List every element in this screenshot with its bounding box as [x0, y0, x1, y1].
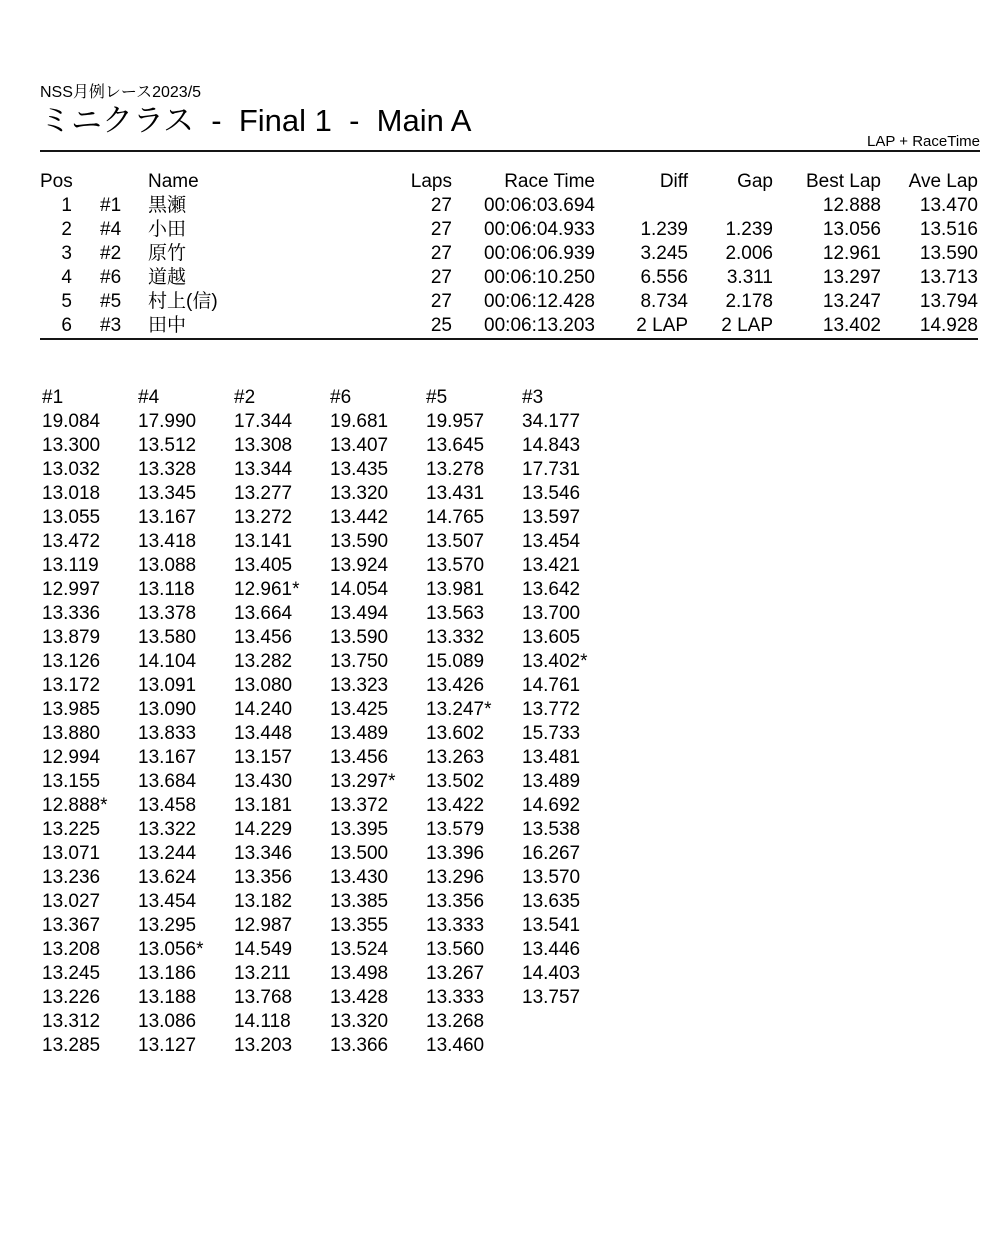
lap-times-row: [42, 650, 618, 674]
lap-times-row: [42, 914, 618, 938]
lap-times-row: [42, 746, 618, 770]
table-cell: 13.346: [234, 843, 293, 864]
lap-times-row: [42, 818, 618, 842]
lap-times-row: [42, 770, 618, 794]
table-cell: 13.355: [330, 915, 389, 936]
table-cell: 13.590: [330, 627, 389, 648]
table-cell: 13.426: [426, 675, 485, 696]
table-cell: 13.378: [138, 603, 197, 624]
table-cell: 14.549: [234, 939, 293, 960]
table-cell: 13.563: [426, 603, 485, 624]
table-cell: #1: [100, 195, 122, 216]
table-cell: 13.167: [138, 507, 197, 528]
table-cell: 27: [430, 267, 452, 288]
table-cell: 13.546: [522, 483, 581, 504]
table-cell: 13.119: [42, 555, 99, 576]
event-name: NSS月例レース2023/5: [40, 84, 202, 101]
results-row: [40, 290, 978, 314]
col-header-laps: Laps: [410, 171, 452, 192]
lap-times-header-row: [42, 386, 618, 410]
table-cell: 13.590: [330, 531, 389, 552]
table-cell: 13.981: [426, 579, 485, 600]
lap-col-header-car2: #2: [234, 387, 256, 408]
table-cell: 13.245: [42, 963, 101, 984]
table-cell: 13.924: [330, 555, 389, 576]
table-cell: 19.957: [426, 411, 485, 432]
table-cell: 2 LAP: [636, 315, 688, 336]
table-cell: 13.186: [138, 963, 197, 984]
table-cell: 原竹: [148, 243, 187, 264]
table-cell: [522, 1034, 618, 1058]
table-cell: 13.425: [330, 699, 389, 720]
table-cell: 13.247*: [426, 699, 492, 720]
table-cell: 13.502: [426, 771, 485, 792]
title-divider: [40, 150, 980, 152]
table-cell: 13.435: [330, 459, 389, 480]
lap-times-row: [42, 698, 618, 722]
table-cell: 14.118: [234, 1011, 291, 1032]
table-cell: 12.888*: [42, 795, 108, 816]
table-cell: 12.997: [42, 579, 101, 600]
lap-times-row: [42, 482, 618, 506]
table-cell: 17.990: [138, 411, 197, 432]
table-cell: 8.734: [640, 291, 688, 312]
lap-times-row: [42, 1010, 618, 1034]
table-cell: 13.605: [522, 627, 581, 648]
table-cell: #6: [100, 267, 122, 288]
lap-times-row: [42, 962, 618, 986]
lap-times-row: [42, 554, 618, 578]
table-cell: 13.345: [138, 483, 197, 504]
table-cell: 13.182: [234, 891, 293, 912]
table-cell: 13.645: [426, 435, 485, 456]
table-cell: 13.032: [42, 459, 101, 480]
table-cell: 13.460: [426, 1035, 485, 1056]
lap-times-row: [42, 506, 618, 530]
table-cell: 27: [430, 291, 452, 312]
table-cell: 13.750: [330, 651, 389, 672]
table-cell: 13.442: [330, 507, 389, 528]
page-title: ミニクラス - Final 1 - Main A: [40, 103, 472, 138]
lap-times-row: [42, 530, 618, 554]
table-cell: 13.421: [522, 555, 581, 576]
table-cell: 13.091: [138, 675, 197, 696]
table-cell: 13.524: [330, 939, 389, 960]
table-cell: 1.239: [725, 219, 773, 240]
table-cell: 13.560: [426, 939, 485, 960]
table-cell: 13.296: [426, 867, 485, 888]
table-cell: 13.494: [330, 603, 389, 624]
table-cell: 黒瀬: [148, 195, 187, 216]
table-cell: 00:06:12.428: [484, 291, 595, 312]
col-header-pos: Pos: [40, 171, 73, 192]
table-cell: 13.642: [522, 579, 581, 600]
table-cell: 13.418: [138, 531, 197, 552]
table-cell: 13.448: [234, 723, 293, 744]
table-cell: 13.320: [330, 483, 389, 504]
table-cell: 13.344: [234, 459, 293, 480]
table-cell: #5: [100, 291, 122, 312]
table-cell: 12.961: [822, 243, 881, 264]
results-header-row: [40, 170, 978, 194]
table-cell: 13.590: [919, 243, 978, 264]
table-cell: 13.332: [426, 627, 485, 648]
table-cell: [595, 194, 688, 218]
table-cell: 13.155: [42, 771, 101, 792]
lap-times-row: [42, 410, 618, 434]
table-cell: 13.507: [426, 531, 485, 552]
lap-times-row: [42, 434, 618, 458]
table-cell: 15.733: [522, 723, 581, 744]
lap-times-row: [42, 986, 618, 1010]
table-cell: 13.157: [234, 747, 293, 768]
table-cell: 13.430: [234, 771, 293, 792]
table-cell: 田中: [148, 315, 187, 336]
table-cell: 13.570: [522, 867, 581, 888]
table-cell: 27: [430, 243, 452, 264]
table-cell: 17.731: [522, 459, 581, 480]
table-cell: 道越: [148, 267, 187, 288]
table-cell: 13.272: [234, 507, 293, 528]
table-cell: 13.297: [822, 267, 881, 288]
col-header-name: Name: [148, 171, 199, 192]
table-cell: 13.597: [522, 507, 581, 528]
table-cell: 12.987: [234, 915, 293, 936]
table-cell: 14.104: [138, 651, 197, 672]
table-cell: 13.312: [42, 1011, 101, 1032]
table-cell: 13.602: [426, 723, 485, 744]
table-cell: 2.178: [725, 291, 773, 312]
table-cell: 1: [61, 195, 72, 216]
table-cell: 13.880: [42, 723, 101, 744]
table-cell: 13.367: [42, 915, 101, 936]
lap-times-row: [42, 602, 618, 626]
table-cell: 1.239: [640, 219, 688, 240]
table-cell: 13.056*: [138, 939, 204, 960]
results-table: [40, 170, 978, 340]
table-cell: 13.225: [42, 819, 101, 840]
table-cell: 13.267: [426, 963, 485, 984]
lap-times-row: [42, 722, 618, 746]
lap-col-header-car4: #4: [138, 387, 160, 408]
table-cell: 13.385: [330, 891, 389, 912]
lap-times-row: [42, 578, 618, 602]
table-cell: 13.833: [138, 723, 197, 744]
table-cell: 13.141: [234, 531, 293, 552]
table-cell: 13.226: [42, 987, 101, 1008]
table-cell: 13.538: [522, 819, 581, 840]
table-cell: 14.054: [330, 579, 389, 600]
table-cell: 13.071: [42, 843, 101, 864]
table-cell: 15.089: [426, 651, 485, 672]
table-cell: 13.700: [522, 603, 581, 624]
report-type-label: LAP + RaceTime: [867, 133, 980, 150]
table-cell: [688, 194, 773, 218]
table-cell: 13.446: [522, 939, 581, 960]
table-cell: 13.489: [522, 771, 581, 792]
table-cell: 2: [61, 219, 72, 240]
table-cell: 13.456: [234, 627, 293, 648]
table-cell: 13.203: [234, 1035, 293, 1056]
lap-times-row: [42, 890, 618, 914]
lap-times-row: [42, 938, 618, 962]
table-cell: 6.556: [640, 267, 688, 288]
table-cell: 13.285: [42, 1035, 101, 1056]
table-cell: 14.761: [522, 675, 581, 696]
table-cell: 13.080: [234, 675, 293, 696]
table-cell: 13.236: [42, 867, 101, 888]
table-cell: 3.245: [640, 243, 688, 264]
table-cell: 13.768: [234, 987, 293, 1008]
table-cell: 13.282: [234, 651, 293, 672]
table-cell: 27: [430, 195, 452, 216]
table-cell: 25: [430, 315, 452, 336]
results-row: [40, 194, 978, 218]
table-cell: 13.126: [42, 651, 101, 672]
results-row: [40, 242, 978, 266]
table-cell: 村上(信): [148, 291, 218, 312]
table-cell: 13.635: [522, 891, 581, 912]
table-cell: 13.328: [138, 459, 197, 480]
lap-col-header-car3: #3: [522, 387, 544, 408]
table-cell: 13.794: [919, 291, 978, 312]
table-cell: 3.311: [726, 267, 773, 288]
table-cell: 17.344: [234, 411, 293, 432]
table-cell: 13.027: [42, 891, 101, 912]
col-header-diff: Diff: [659, 171, 688, 192]
table-cell: #4: [100, 219, 122, 240]
table-cell: 2.006: [725, 243, 773, 264]
table-cell: 00:06:04.933: [484, 219, 595, 240]
table-cell: 3: [61, 243, 72, 264]
table-cell: 13.055: [42, 507, 101, 528]
table-cell: 13.356: [234, 867, 293, 888]
table-cell: 13.336: [42, 603, 101, 624]
table-cell: 4: [61, 267, 72, 288]
table-cell: 14.765: [426, 507, 485, 528]
table-cell: 13.278: [426, 459, 485, 480]
table-cell: 14.692: [522, 795, 581, 816]
table-cell: 16.267: [522, 843, 581, 864]
table-cell: 13.570: [426, 555, 485, 576]
table-cell: 13.422: [426, 795, 485, 816]
table-cell: 13.879: [42, 627, 101, 648]
lap-times-row: [42, 1034, 618, 1058]
table-cell: 13.333: [426, 987, 485, 1008]
lap-times-row: [42, 794, 618, 818]
table-cell: 13.333: [426, 915, 485, 936]
table-cell: 13.208: [42, 939, 101, 960]
table-cell: 27: [430, 219, 452, 240]
table-cell: 13.308: [234, 435, 293, 456]
table-cell: 13.498: [330, 963, 389, 984]
table-cell: 13.211: [234, 963, 291, 984]
table-cell: 13.247: [822, 291, 881, 312]
lap-times-row: [42, 842, 618, 866]
table-cell: 13.188: [138, 987, 197, 1008]
table-cell: 13.664: [234, 603, 293, 624]
results-row: [40, 314, 978, 339]
table-cell: 13.512: [138, 435, 197, 456]
table-cell: 19.681: [330, 411, 389, 432]
table-cell: #2: [100, 243, 122, 264]
table-cell: 13.402: [822, 315, 881, 336]
lap-times-row: [42, 866, 618, 890]
table-cell: 12.961*: [234, 579, 300, 600]
table-cell: 13.167: [138, 747, 197, 768]
table-cell: 6: [61, 315, 72, 336]
table-cell: 13.300: [42, 435, 101, 456]
table-cell: 13.456: [330, 747, 389, 768]
lap-times-row: [42, 674, 618, 698]
table-cell: 13.402*: [522, 651, 588, 672]
table-cell: 00:06:13.203: [484, 315, 595, 336]
table-cell: 13.127: [138, 1035, 197, 1056]
table-cell: 13.772: [522, 699, 581, 720]
lap-col-header-car6: #6: [330, 387, 352, 408]
lap-col-header-car5: #5: [426, 387, 448, 408]
table-cell: 13.090: [138, 699, 197, 720]
table-cell: 5: [61, 291, 72, 312]
table-cell: 13.323: [330, 675, 389, 696]
table-cell: 13.396: [426, 843, 485, 864]
table-cell: 13.472: [42, 531, 101, 552]
table-cell: 00:06:10.250: [484, 267, 595, 288]
col-header-race-time: Race Time: [504, 171, 595, 192]
table-cell: 13.018: [42, 483, 101, 504]
table-cell: 13.713: [919, 267, 978, 288]
table-cell: 13.541: [522, 915, 581, 936]
table-cell: 13.407: [330, 435, 389, 456]
table-cell: 14.403: [522, 963, 581, 984]
table-cell: 13.489: [330, 723, 389, 744]
table-cell: 13.454: [522, 531, 581, 552]
table-cell: 19.084: [42, 411, 101, 432]
table-cell: 13.428: [330, 987, 389, 1008]
table-cell: 13.172: [42, 675, 101, 696]
lap-times-row: [42, 458, 618, 482]
table-cell: 00:06:06.939: [484, 243, 595, 264]
table-cell: 13.372: [330, 795, 389, 816]
table-cell: 12.888: [822, 195, 881, 216]
table-cell: 13.320: [330, 1011, 389, 1032]
table-cell: 13.295: [138, 915, 197, 936]
table-cell: 13.516: [919, 219, 978, 240]
table-cell: 13.470: [919, 195, 978, 216]
table-cell: 13.244: [138, 843, 197, 864]
lap-times-row: [42, 626, 618, 650]
table-cell: 13.322: [138, 819, 197, 840]
table-cell: 14.229: [234, 819, 293, 840]
table-cell: 13.366: [330, 1035, 389, 1056]
lap-col-header-car1: #1: [42, 387, 64, 408]
table-cell: 13.088: [138, 555, 197, 576]
table-cell: 00:06:03.694: [484, 195, 595, 216]
table-cell: 34.177: [522, 411, 581, 432]
col-header-ave-lap: Ave Lap: [908, 171, 978, 192]
table-cell: 13.481: [522, 747, 581, 768]
table-cell: 13.118: [138, 579, 195, 600]
table-cell: 13.356: [426, 891, 485, 912]
table-cell: 13.579: [426, 819, 485, 840]
table-cell: 14.843: [522, 435, 581, 456]
table-cell: 13.056: [822, 219, 881, 240]
table-cell: 13.297*: [330, 771, 396, 792]
table-cell: 13.430: [330, 867, 389, 888]
table-cell: 13.181: [234, 795, 293, 816]
results-row: [40, 266, 978, 290]
table-cell: 13.624: [138, 867, 197, 888]
lap-times-table: [42, 386, 618, 1058]
table-cell: 13.405: [234, 555, 293, 576]
table-cell: 13.757: [522, 987, 581, 1008]
table-cell: 14.240: [234, 699, 293, 720]
results-row: [40, 218, 978, 242]
table-cell: 13.431: [426, 483, 485, 504]
table-cell: 13.268: [426, 1011, 485, 1032]
table-cell: 13.500: [330, 843, 389, 864]
table-cell: 2 LAP: [721, 315, 773, 336]
table-cell: [522, 1010, 618, 1034]
table-cell: 13.395: [330, 819, 389, 840]
col-header-car: [72, 170, 140, 194]
table-cell: 13.454: [138, 891, 197, 912]
table-cell: 12.994: [42, 747, 101, 768]
table-cell: 13.263: [426, 747, 485, 768]
table-cell: 小田: [148, 219, 187, 240]
table-cell: 14.928: [919, 315, 978, 336]
table-cell: 13.684: [138, 771, 197, 792]
col-header-best-lap: Best Lap: [806, 171, 881, 192]
table-cell: 13.086: [138, 1011, 197, 1032]
table-cell: 13.277: [234, 483, 293, 504]
table-cell: #3: [100, 315, 122, 336]
table-cell: 13.985: [42, 699, 101, 720]
table-cell: 13.580: [138, 627, 197, 648]
table-cell: 13.458: [138, 795, 197, 816]
col-header-gap: Gap: [737, 171, 773, 192]
